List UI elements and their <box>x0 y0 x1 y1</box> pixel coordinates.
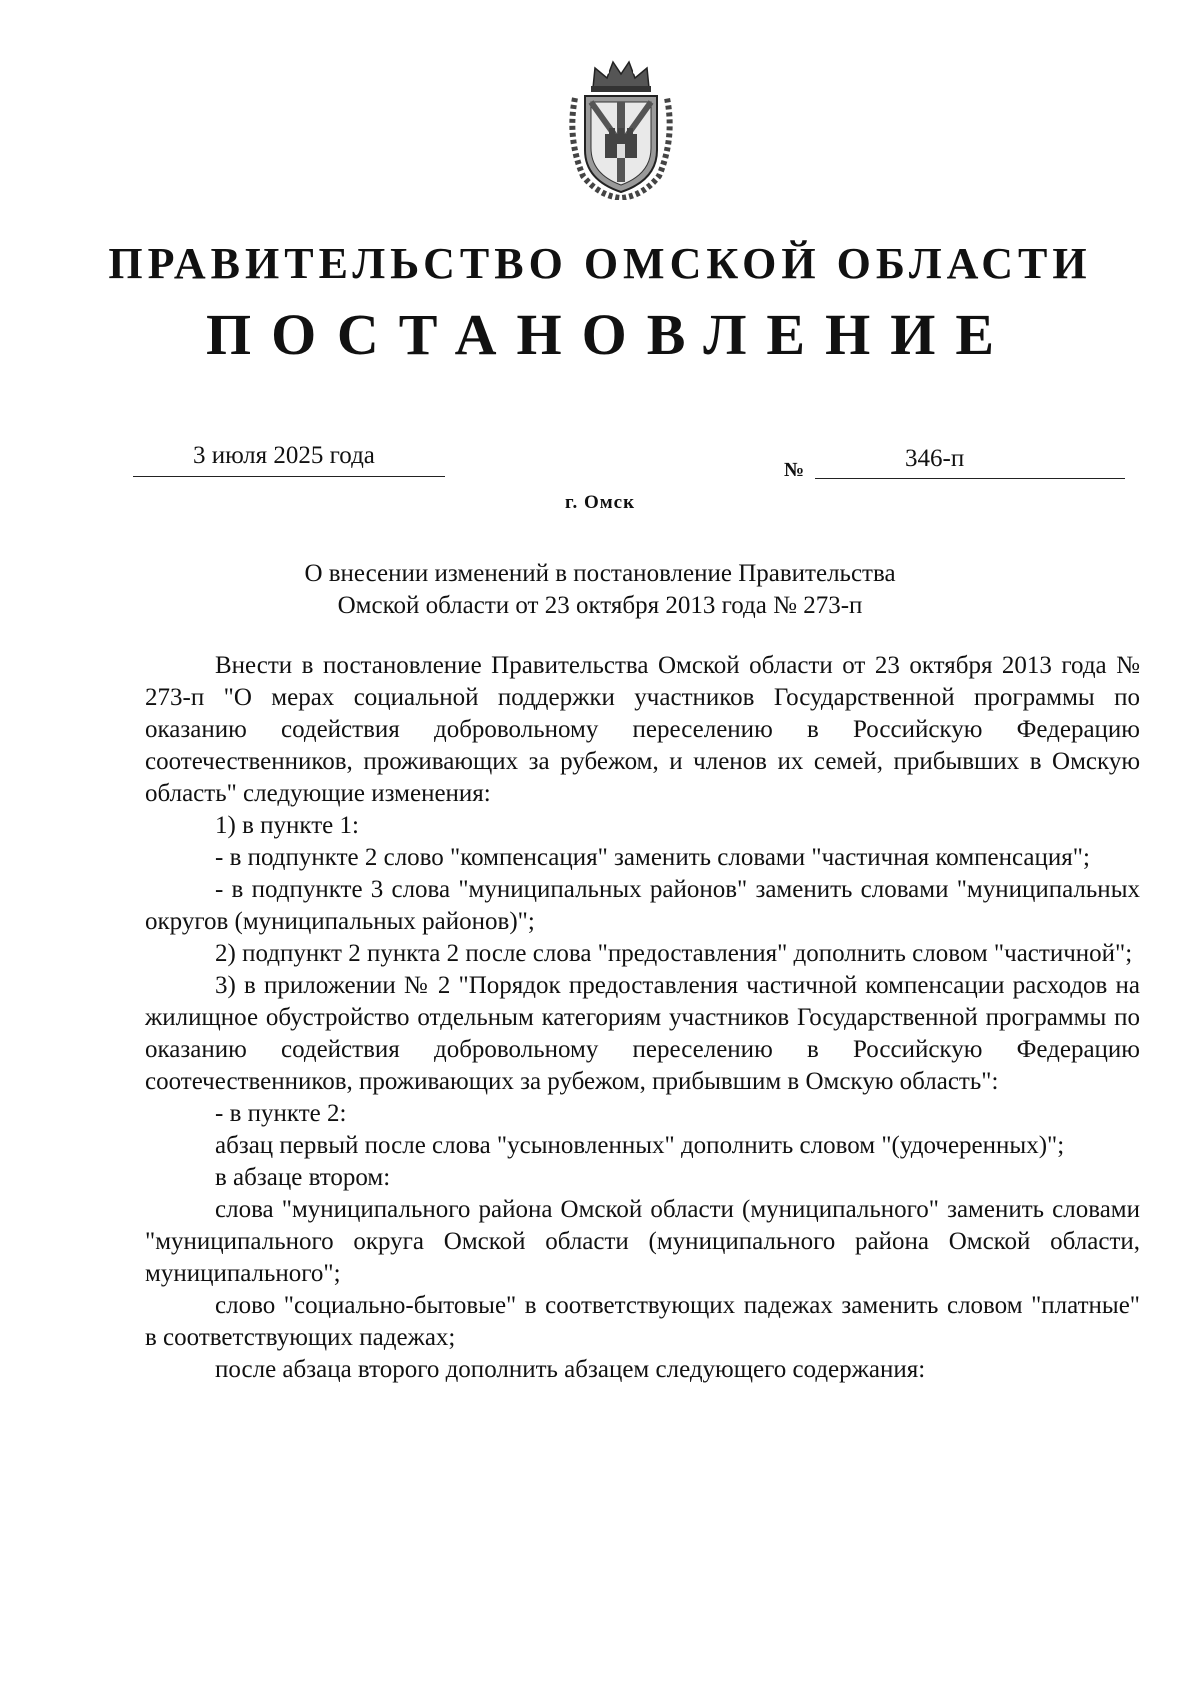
city-name: г. Омск <box>564 492 636 513</box>
document-date-field <box>133 440 445 477</box>
body-paragraph-11: слово "социально-бытовые" в соответствующих падежах заменить словом "платные" в соответствующих падежах; <box>145 1292 1140 1351</box>
coat-of-arms-icon <box>565 58 677 200</box>
body-paragraph-1: Внести в постановление Правительства Омской области от 23 октября 2013 года № 273-п "О мерах социальной поддержки участников Государственной программы по оказанию содействия добровольному переселению в Российскую Федерацию соотечественников, проживающих за рубежом, и членов их семей, прибывших в Омскую область" следующие изменения: <box>145 652 1140 807</box>
document-type-title: ПОСТАНОВЛЕНИЕ <box>205 302 1015 367</box>
subject-line-2: Омской области от 23 октября 2013 года № 273-п <box>337 592 863 619</box>
body-paragraph-7: - в пункте 2: <box>215 1100 347 1127</box>
body-paragraph-2: 1) в пункте 1: <box>215 812 359 839</box>
document-body <box>145 650 1140 1386</box>
document-number: 346-п <box>905 445 965 472</box>
body-paragraph-6: 3) в приложении № 2 "Порядок предоставления частичной компенсации расходов на жилищное обустройство отдельным категориям участников Государственной программы по оказанию содействия добровольному переселению в Российскую Федерацию соотечественников, проживающих за рубежом, прибывшим в Омскую область": <box>145 972 1140 1095</box>
government-title: ПРАВИТЕЛЬСТВО ОМСКОЙ ОБЛАСТИ <box>108 239 1092 288</box>
body-paragraph-8: абзац первый после слова "усыновленных" дополнить словом "(удочеренных)"; <box>215 1132 1065 1159</box>
body-paragraph-3: - в подпункте 2 слово "компенсация" заменить словами "частичная компенсация"; <box>215 844 1090 871</box>
body-paragraph-10: слова "муниципального района Омской области (муниципального" заменить словами "муниципального округа Омской области (муниципального района Омской области, муниципального"; <box>145 1196 1140 1287</box>
body-paragraph-5: 2) подпункт 2 пункта 2 после слова "предоставления" дополнить словом "частичной"; <box>215 940 1133 967</box>
number-sign: № <box>784 459 805 481</box>
body-paragraph-9: в абзаце втором: <box>215 1164 391 1191</box>
subject-line-1: О внесении изменений в постановление Правительства <box>304 560 896 587</box>
document-number-field <box>815 444 1125 479</box>
document-date: 3 июля 2025 года <box>193 442 375 469</box>
body-paragraph-12: после абзаца второго дополнить абзацем следующего содержания: <box>215 1356 926 1383</box>
document-subject <box>0 558 1200 622</box>
body-paragraph-4: - в подпункте 3 слова "муниципальных районов" заменить словами "муниципальных округов (муниципальных районов)"; <box>145 876 1140 935</box>
